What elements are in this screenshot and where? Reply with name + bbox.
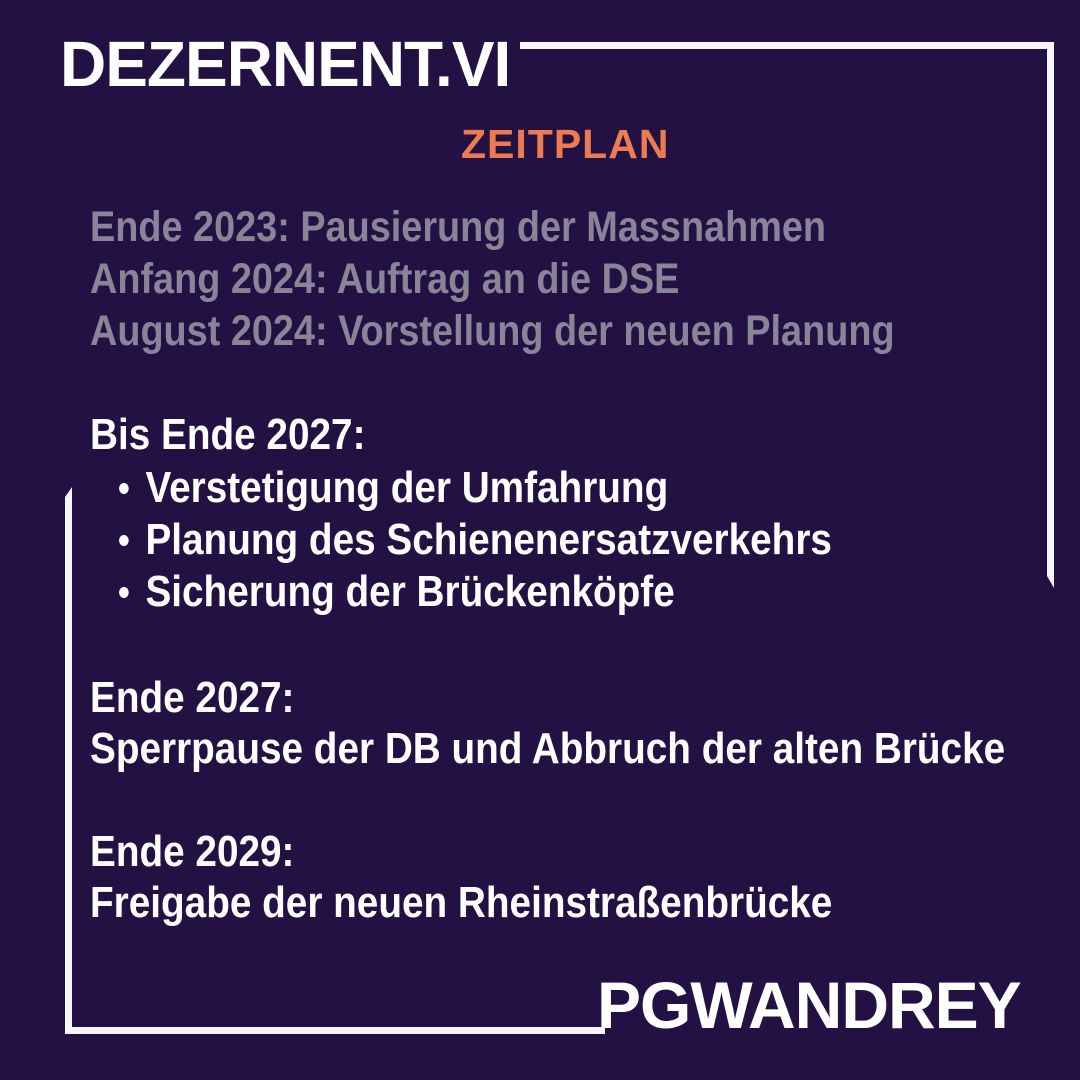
- history-line-2023: Ende 2023: Pausierung der Massnahmen: [90, 203, 827, 251]
- end-2029-block: [90, 826, 934, 928]
- phase-until-2027-heading: Bis Ende 2027:: [90, 410, 366, 459]
- frame-line-bottom: [65, 1027, 605, 1034]
- bullet-item: [90, 462, 832, 514]
- bullet-text-sicherung: Sicherung der Brückenköpfe: [145, 567, 675, 616]
- brand-wordmark-top: DEZERNENT.VI: [60, 28, 511, 100]
- frame-line-left: [65, 487, 72, 1032]
- frame-line-right: [1047, 42, 1054, 588]
- history-block: [90, 201, 1004, 357]
- frame-line-top: [520, 42, 1054, 49]
- end-2029-heading: Ende 2029:: [90, 827, 295, 876]
- end-2027-block: [90, 672, 1080, 774]
- history-line-august-2024: August 2024: Vorstellung der neuen Planung: [90, 307, 895, 355]
- end-2027-heading: Ende 2027:: [90, 673, 295, 722]
- end-2027-body: Sperrpause der DB und Abbruch der alten Brücke: [90, 724, 1006, 773]
- bullet-dot: [119, 535, 129, 546]
- bullet-text-verstetigung: Verstetigung der Umfahrung: [145, 463, 669, 512]
- history-line-early-2024: Anfang 2024: Auftrag an die DSE: [90, 255, 680, 303]
- bullet-text-planung: Planung des Schienenersatzverkehrs: [145, 515, 832, 564]
- phase-until-2027-bullet-list: [90, 462, 933, 618]
- end-2029-body: Freigabe der neuen Rheinstraßenbrücke: [90, 878, 833, 927]
- bullet-dot: [119, 587, 129, 598]
- brand-wordmark-bottom: PGWANDREY: [597, 968, 1021, 1042]
- page-title: ZEITPLAN: [461, 121, 670, 167]
- phase-until-2027-heading-block: [90, 409, 403, 461]
- bullet-dot: [119, 483, 129, 494]
- bullet-item: [90, 514, 832, 566]
- bullet-item: [90, 566, 832, 618]
